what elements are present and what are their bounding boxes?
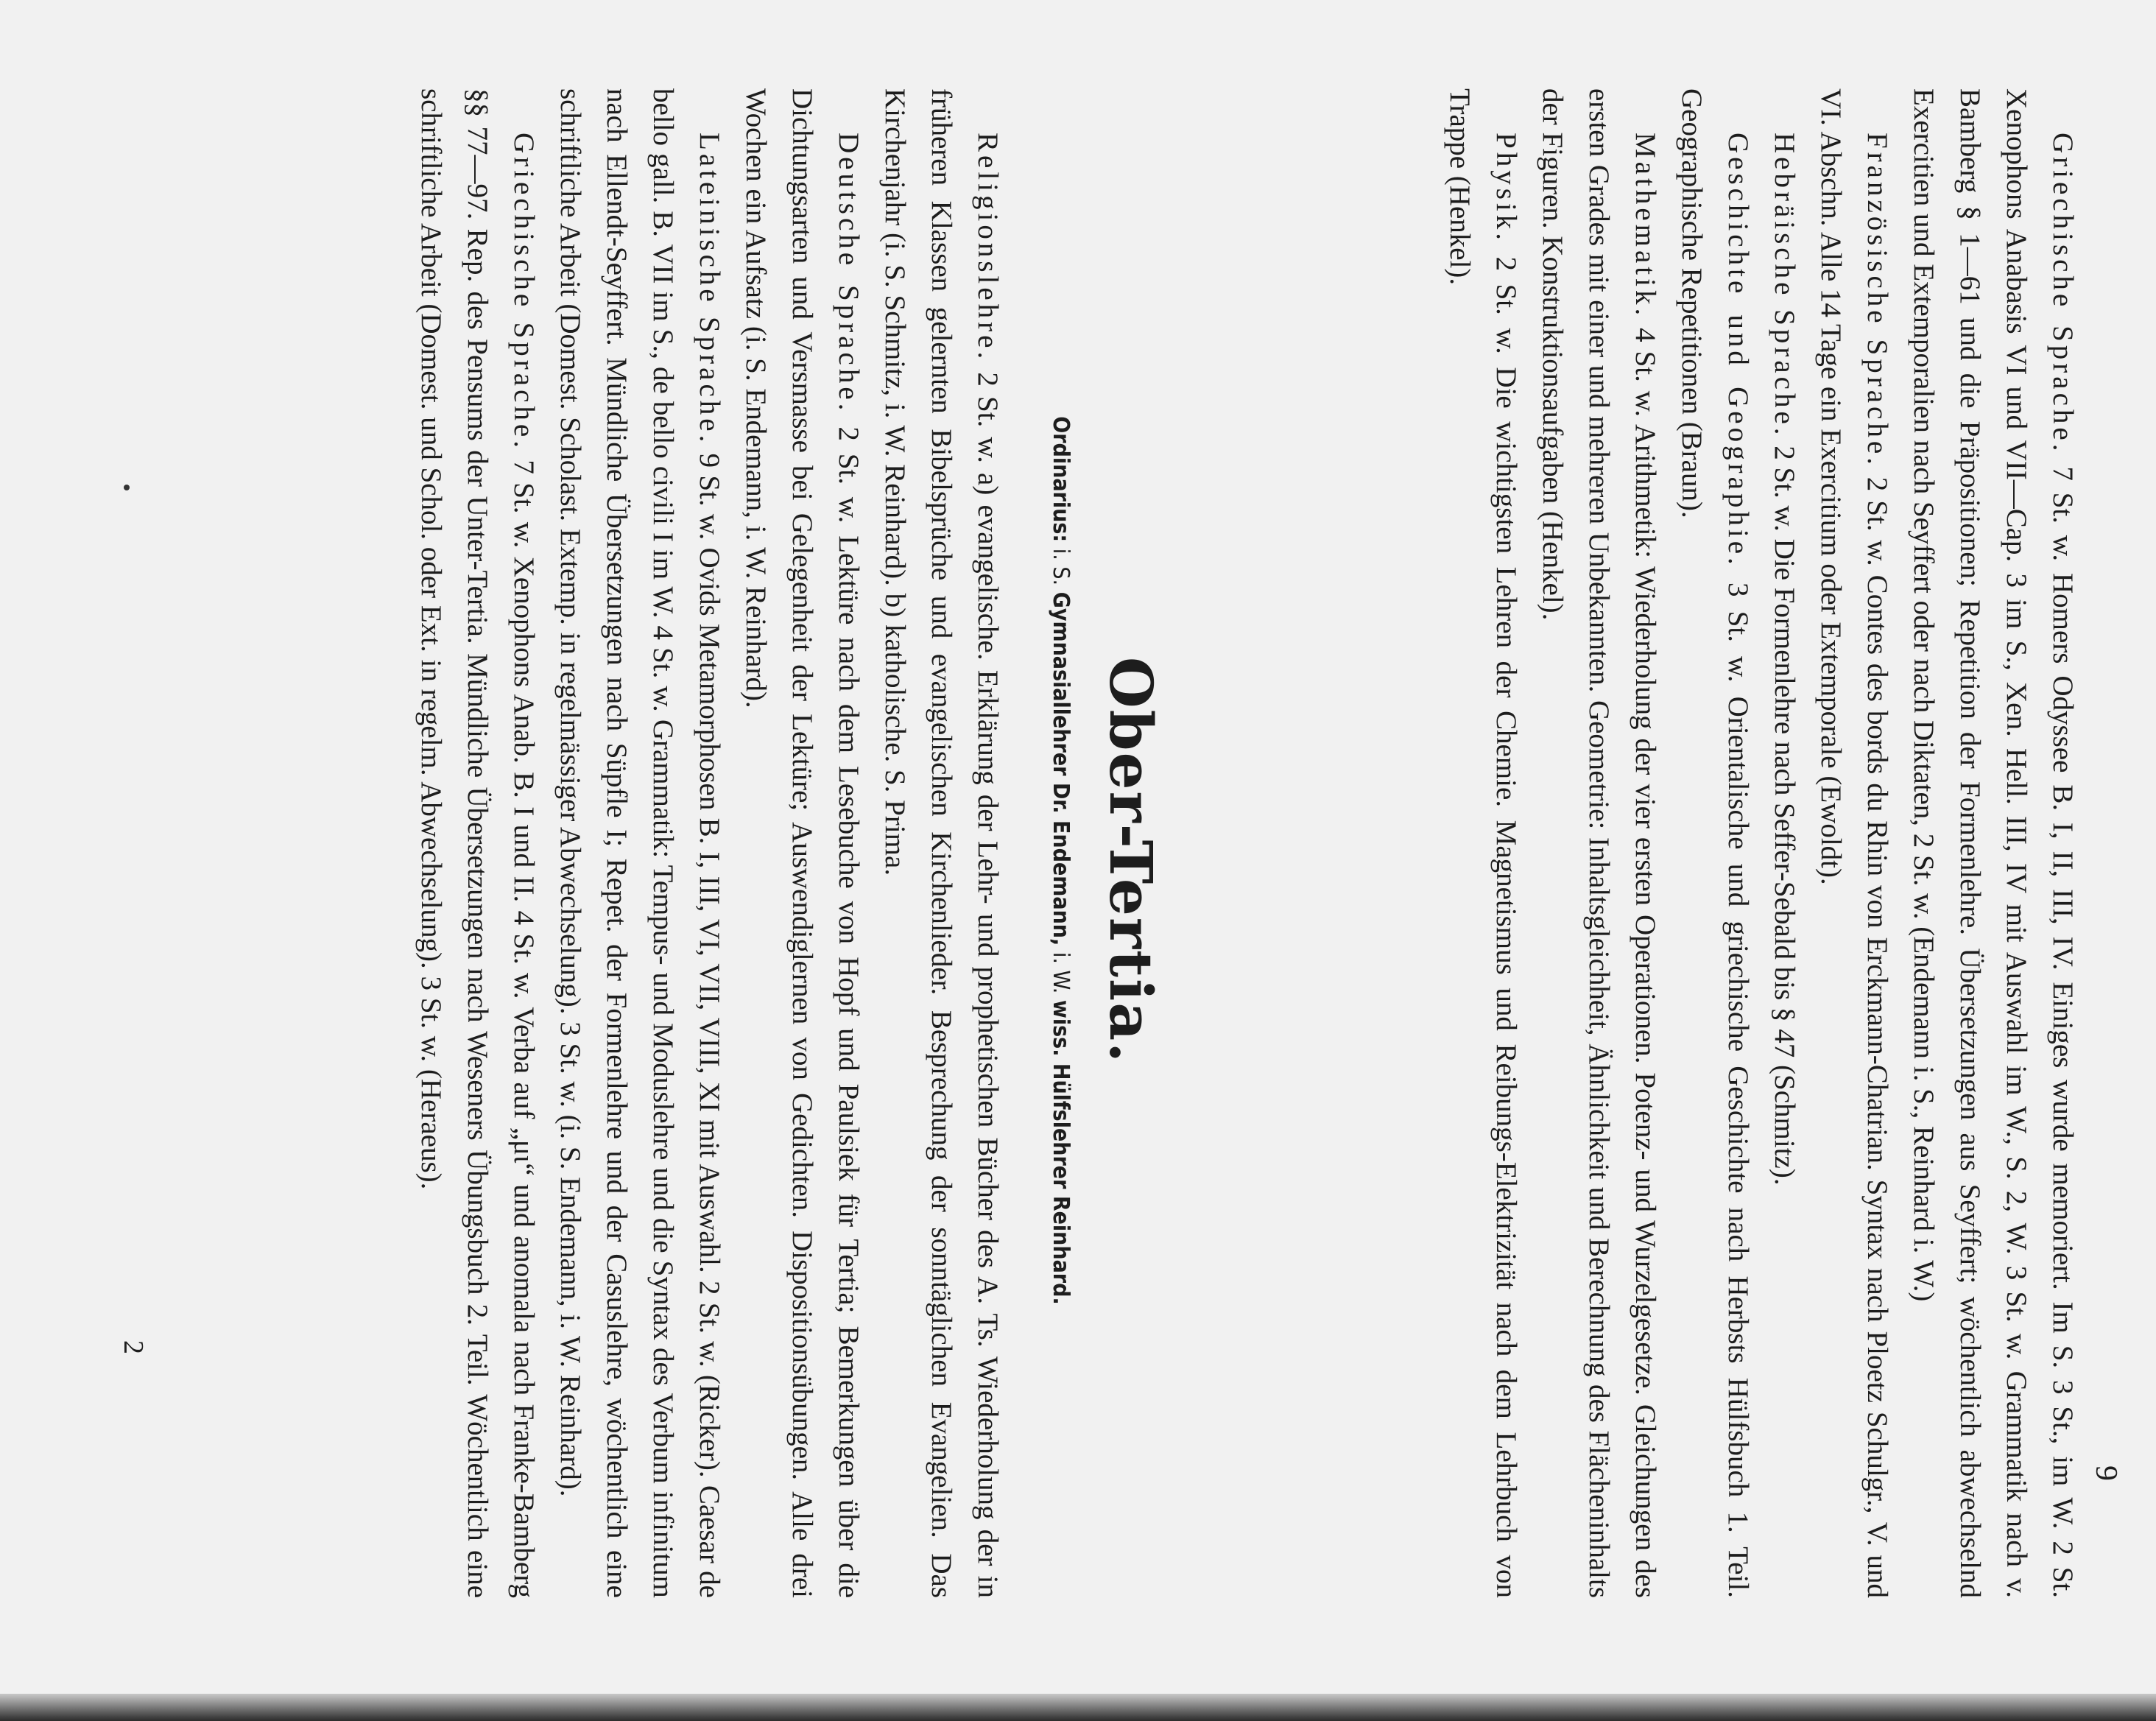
- paragraph-text: 4 St. w. Arithmetik: Wiederholung der vier ersten Operationen. Potenz- und Wurzelgesetze. Gleichungen des ersten Grades mit einer und mehreren Unbekannten. Geometrie: Inhaltsgleichheit, Ähnlichkeit und Berechnung des Flächeninhalts der Figuren. Konstruktionsaufgaben (Henkel).: [1537, 88, 1661, 1599]
- paragraph-hebraeisch: [1761, 88, 1808, 1598]
- subject-lead: Griechische Sprache.: [508, 133, 540, 451]
- ink-speck: [124, 485, 130, 490]
- paragraph-mathematik: [1529, 88, 1669, 1598]
- paragraph-griechisch-2: [408, 88, 547, 1598]
- subject-lead: Deutsche Sprache.: [833, 133, 864, 415]
- subject-lead: Physik.: [1490, 133, 1522, 244]
- paragraph-text: 9 St. w. Ovids Metamorphosen B. I, III, VI, VII, VIII, XI mit Auswahl. 2 St. w. (Ricker). Caesar de bello gall. B. VII im S., de bello civili I im W. 4 St. w. Grammatik: Tempus- und Moduslehre und die Syntax des Verbum infinitum nach Ellendt-Seyffert. Mündliche Übersetzungen nach Süpfle I; Repet. der Formenlehre und der Casuslehre, wöchentlich eine schriftliche Arbeit (Domest. Scholast. Extemp. in regelmässiger Abwechselung). 3 St. w. (i. S. Endemann, i. W. Reinhard).: [554, 88, 725, 1598]
- paragraph-physik: [1437, 88, 1529, 1598]
- section-ober-tertia: [408, 88, 1011, 1598]
- summer-term: i. S.: [1048, 548, 1074, 586]
- paragraph-deutsch: [733, 88, 872, 1598]
- section-heading: Ober-Tertia.: [1096, 656, 1166, 1065]
- paragraph-text: 7 St. w. Xenophons Anab. B. I und II. 4 St. w. Verba auf „μι“ und anomala nach Franke-Bamberg §§ 77—97. Rep. des Pensums der Unter-Tertia. Mündliche Übersetzungen nach Weseners Übungsbuch 2. Teil. Wöchentlich eine schriftliche Arbeit (Domest. und Schol. oder Ext. in regelm. Abwechselung). 3 St. w. (Heraeus).: [415, 88, 540, 1599]
- winter-teacher: wiss. Hülfslehrer Reinhard.: [1048, 999, 1074, 1305]
- paragraph-text: 2 St. w. Die Formenlehre nach Seffer-Sebald bis § 47 (Schmitz).: [1769, 446, 1800, 1186]
- page-number-top: 9: [2089, 1465, 2123, 1481]
- paragraph-geschichte: [1669, 88, 1761, 1598]
- paragraph-text: 7 St. w. Homers Odyssee B. I, II, III, IV. Einiges wurde memoriert. Im S. 3 St., im W. 2 St. Xenophons Anabasis VI und VII—Cap. 3 im S., Xen. Hell. III, IV mit Auswahl im W., S. 2, W. 3 St. w. Grammatik nach v. Bamberg § 1—61 und die Präpositionen; Repetition der Formenlehre. Übersetzungen aus Seyffert; wöchentlich abwechselnd Exercitien und Extemporalien nach Seyffert oder nach Diktaten, 2 St. w. (Endemann i. S., Reinhard i. W.): [1908, 88, 2079, 1598]
- subject-lead: Religionslehre.: [972, 133, 1004, 363]
- ordinarius-line: [1048, 0, 1074, 1721]
- subject-lead: Griechische Sprache.: [2047, 133, 2079, 455]
- page-number-bottom: 2: [118, 1340, 149, 1354]
- subject-lead: Geschichte und Geographie.: [1722, 133, 1754, 569]
- paragraph-text: 2 St. w. Lektüre nach dem Lesebuche von Hopf und Paulsiek für Tertia; Bemerkungen über die Dichtungsarten und Versmasse bei Gelegenheit der Lektüre; Auswendiglernen von Gedichten. Dispositionsübungen. Alle drei Wochen ein Aufsatz (i. S. Endemann, i. W. Reinhard).: [740, 88, 864, 1599]
- paragraph-latein: [547, 88, 733, 1598]
- section-unter-sekunda-continued: [1437, 88, 2086, 1598]
- subject-lead: Lateinische Sprache.: [694, 133, 725, 446]
- summer-teacher: Gymnasiallehrer Dr. Endemann,: [1048, 591, 1074, 946]
- paragraph-text: 2 St. w. Contes des bords du Rhin von Erckmann-Chatrian. Syntax nach Ploetz Schulgr., V. und VI. Abschn. Alle 14 Tage ein Exercitium oder Extemporale (Ewoldt).: [1815, 88, 1893, 1599]
- ordinarius-label: Ordinarius:: [1048, 416, 1074, 543]
- subject-lead: Hebräische Sprache.: [1769, 133, 1800, 439]
- paragraph-griechisch: [1900, 88, 2086, 1598]
- scan-edge-shadow: [0, 1694, 2156, 1721]
- paragraph-franzoesisch: [1808, 88, 1900, 1598]
- paragraph-religion: [872, 88, 1011, 1598]
- paragraph-text: 3 St. w. Orientalische und griechische Geschichte nach Herbsts Hülfsbuch 1. Teil. Geographische Repetitionen (Braun).: [1676, 88, 1754, 1599]
- paragraph-text: 2 St. w. Die wichtigsten Lehren der Chemie. Magnetismus und Reibungs-Elektrizität nach dem Lehrbuch von Trappe (Henkel).: [1444, 88, 1522, 1599]
- subject-lead: Französische Sprache.: [1861, 133, 1893, 468]
- paragraph-text: 2 St. w. a) evangelische. Erklärung der Lehr- und prophetischen Bücher des A. Ts. Wiederholung der in früheren Klassen gelernten Bibelsprüche und evangelischen Kirchenlieder. Besprechung der sonntäglichen Evangelien. Das Kirchenjahr (i. S. Schmitz, i. W. Reinhard). b) katholische. S. Prima.: [879, 88, 1004, 1599]
- subject-lead: Mathematik.: [1630, 133, 1661, 320]
- winter-term: i. W.: [1048, 951, 1074, 994]
